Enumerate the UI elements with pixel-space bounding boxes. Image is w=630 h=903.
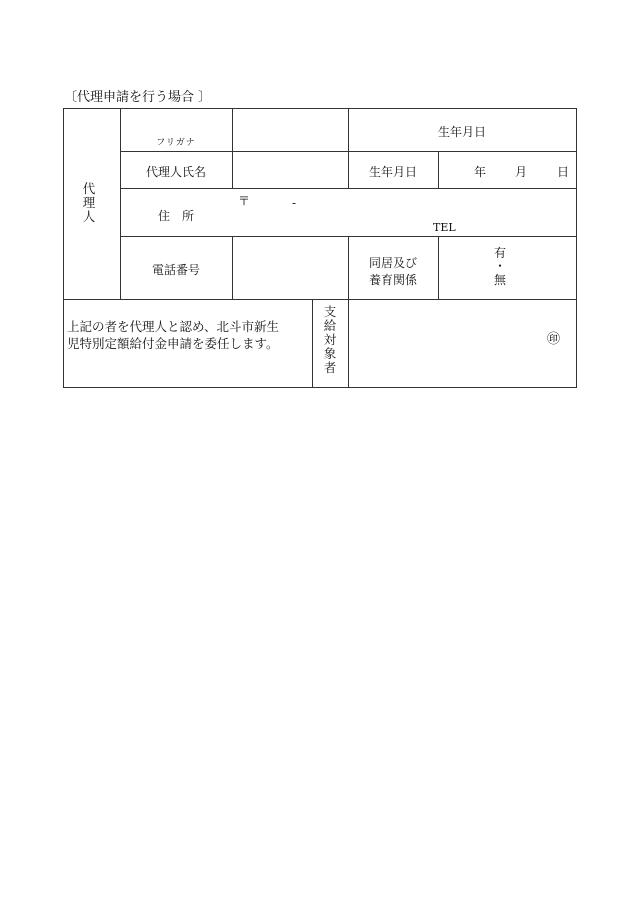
furigana-value-field[interactable]	[233, 109, 347, 151]
col-divider-recipient	[312, 299, 313, 388]
phone-label: 電話番号	[151, 263, 201, 277]
tel-label: TEL	[433, 221, 456, 234]
postal-dash: -	[292, 196, 297, 210]
furigana-label: フリガナ	[156, 138, 196, 148]
table-left-border	[63, 108, 64, 388]
cohabit-separator: ・	[493, 259, 507, 273]
recipient-signature-field[interactable]	[349, 300, 576, 387]
col-divider-agent	[120, 108, 121, 300]
birth-day-unit: 日	[557, 165, 570, 179]
address-label: 住 所	[157, 209, 195, 223]
col-divider-birth-value	[438, 151, 439, 189]
birthdate-header: 生年月日	[437, 125, 487, 139]
agent-name-field[interactable]	[233, 152, 347, 188]
cohabit-yes-option[interactable]: 有	[493, 246, 507, 260]
agent-side-label: 代 理 人	[82, 181, 96, 224]
phone-field[interactable]	[233, 237, 347, 299]
col-divider-cohabit-value	[438, 236, 439, 300]
birth-month-unit: 月	[515, 165, 528, 179]
delegation-statement: 上記の者を代理人と認め、北斗市新生 児特別定額給付金申請を委任します。	[67, 319, 280, 351]
seal-mark: ㊞	[547, 332, 561, 347]
cohabit-label: 同居及び 養育関係	[368, 256, 418, 287]
recipient-label: 支 給 対 象 者	[323, 304, 337, 375]
birth-year-unit: 年	[474, 165, 487, 179]
birthdate-label: 生年月日	[368, 165, 418, 179]
postal-mark: 〒	[238, 194, 251, 208]
col-divider-birth	[348, 108, 349, 189]
cohabit-no-option[interactable]: 無	[493, 273, 507, 287]
address-field[interactable]	[233, 189, 576, 236]
agent-name-label: 代理人氏名	[145, 165, 207, 179]
section-heading: 〔代理申請を行う場合 〕	[64, 90, 212, 105]
table-right-border	[576, 108, 577, 388]
table-bottom-border	[63, 387, 577, 388]
